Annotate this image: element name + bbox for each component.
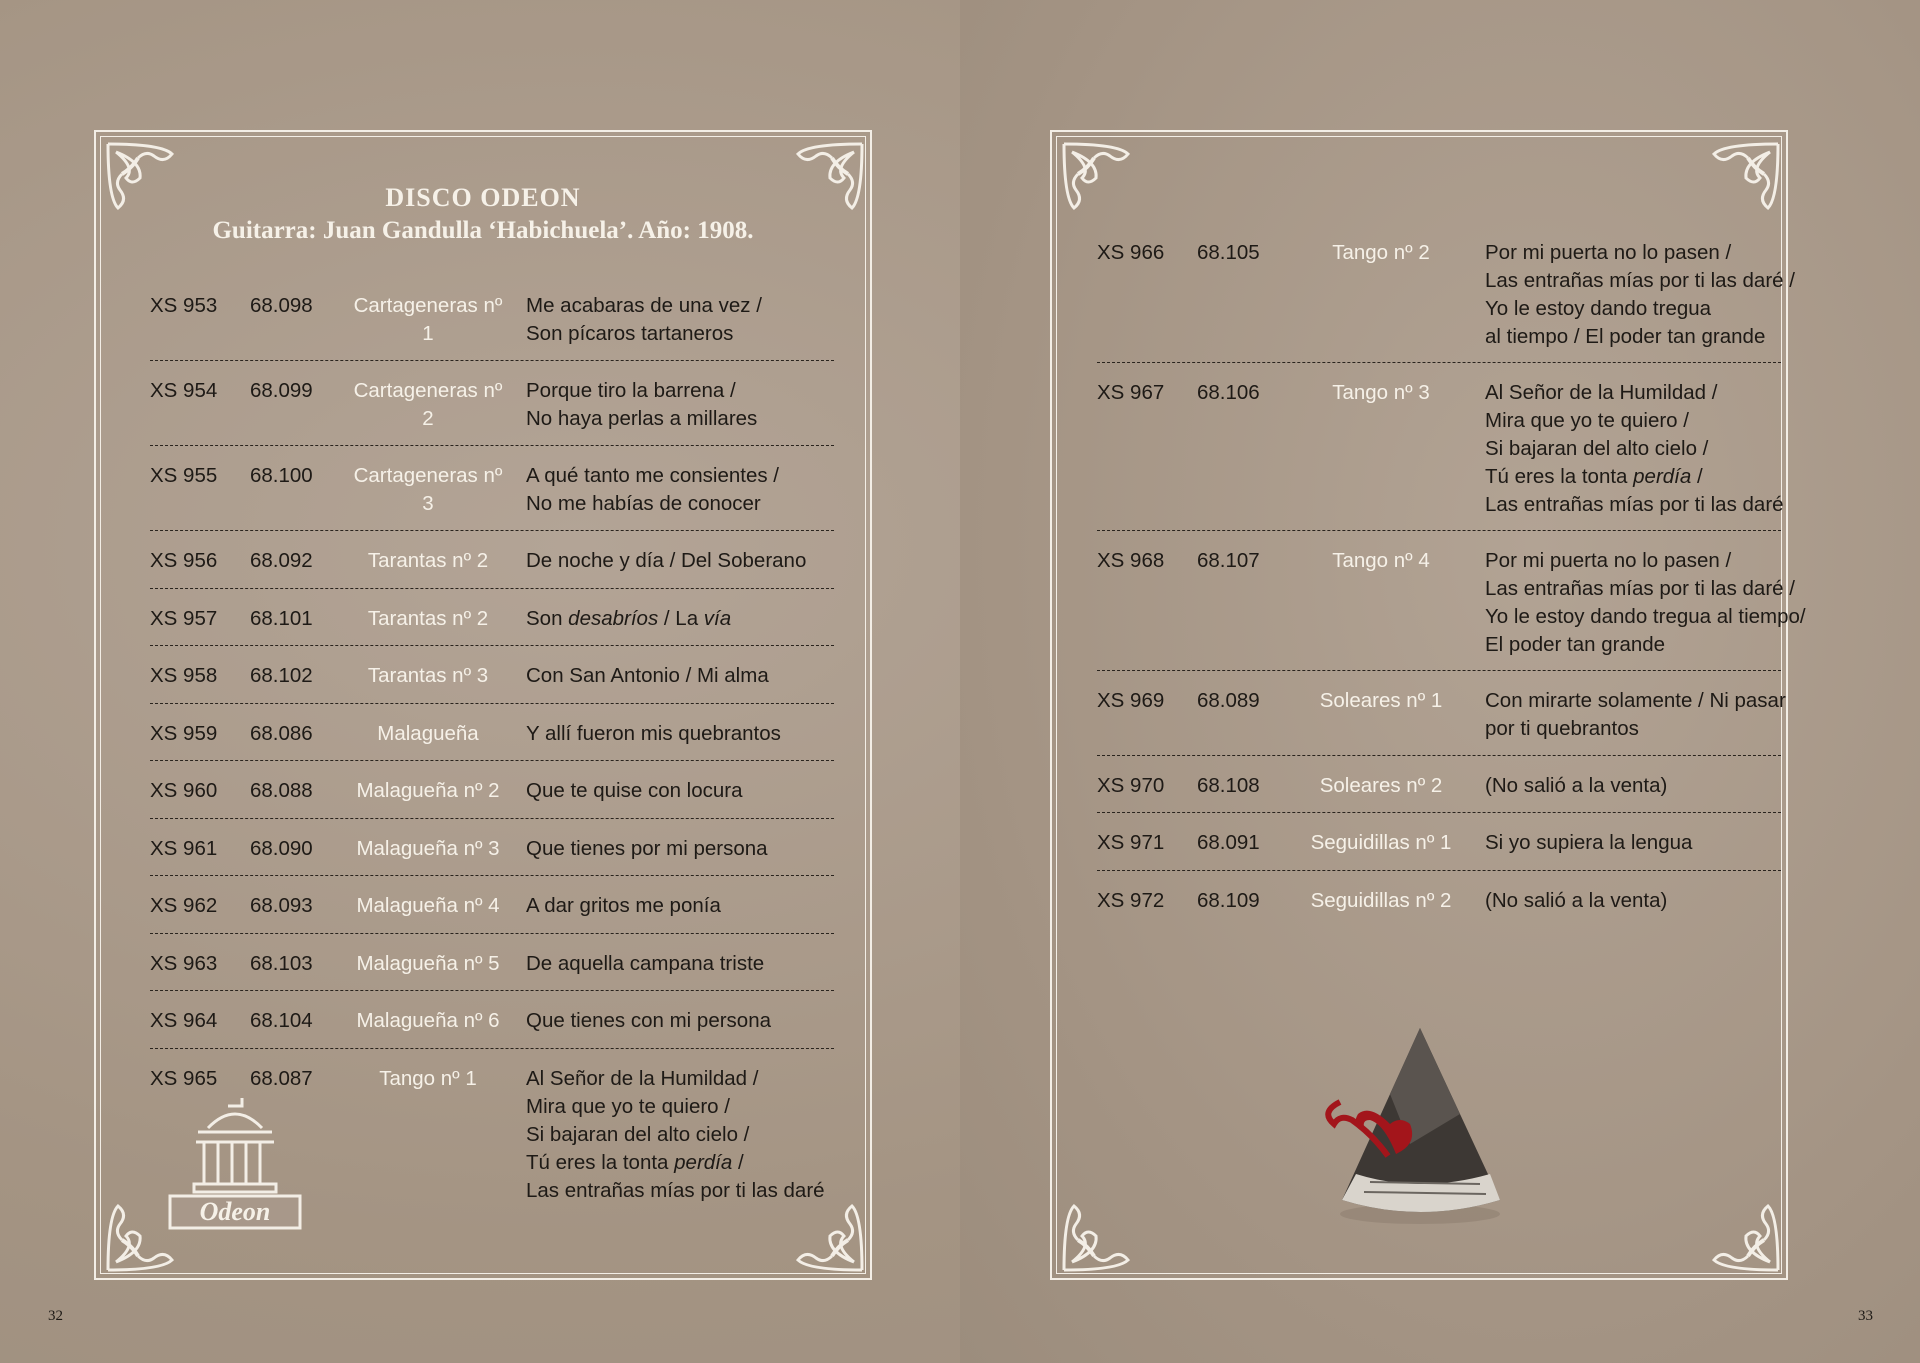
row-divider — [150, 703, 834, 704]
row-divider — [150, 990, 834, 991]
lyrics-line: Si yo supiera la lengua — [1485, 831, 1693, 854]
lyrics-line: Si bajaran del alto cielo / — [526, 1122, 750, 1146]
lyrics-line: Mira que yo te quiero / — [526, 1094, 730, 1118]
lyrics-excerpt — [1485, 887, 1805, 915]
song-title: Malagueña nº 2 — [356, 779, 500, 802]
lyrics-line: Tú eres la tonta perdía / — [1485, 465, 1703, 488]
song-title: Tango nº 4 — [1332, 548, 1430, 572]
matrix-number: 68.102 — [250, 664, 313, 687]
table-row — [150, 720, 816, 748]
lyrics-line: Las entrañas mías por ti las daré / — [1485, 269, 1795, 292]
song-title: Tango nº 3 — [1332, 381, 1430, 404]
paper-cone-illustration — [1300, 1024, 1520, 1224]
lyrics-excerpt — [526, 1065, 825, 1205]
song-title: Seguidillas nº 2 — [1310, 888, 1452, 912]
matrix-number: 68.100 — [250, 464, 313, 487]
lyrics-excerpt — [1485, 687, 1805, 743]
table-row — [150, 777, 816, 805]
lyrics-excerpt — [526, 462, 816, 518]
odeon-logo-text: Odeon — [199, 1197, 271, 1226]
lyrics-excerpt — [526, 720, 816, 748]
record-code: XS 970 — [1097, 773, 1165, 797]
lyrics-line: Yo le estoy dando tregua al tiempo/ — [1485, 604, 1806, 628]
table-row — [150, 950, 816, 978]
record-code: XS 958 — [150, 664, 218, 687]
lyrics-excerpt — [526, 377, 816, 433]
matrix-number: 68.109 — [1197, 888, 1260, 912]
table-row — [1097, 772, 1805, 800]
lyrics-line: (No salió a la venta) — [1485, 773, 1668, 797]
lyrics-line: Por mi puerta no lo pasen / — [1485, 241, 1732, 264]
song-title: Soleares nº 2 — [1319, 773, 1443, 797]
row-divider — [150, 445, 834, 446]
lyrics-excerpt — [1485, 379, 1805, 519]
matrix-number: 68.088 — [250, 779, 313, 802]
lyrics-excerpt — [1485, 829, 1805, 857]
table-row — [1097, 887, 1805, 915]
matrix-number: 68.092 — [250, 549, 313, 572]
matrix-number: 68.087 — [250, 1066, 313, 1090]
lyrics-line: Mira que yo te quiero / — [1485, 409, 1689, 432]
song-title: Tango nº 1 — [379, 1066, 477, 1090]
matrix-number: 68.099 — [250, 379, 313, 402]
record-code: XS 964 — [150, 1009, 218, 1032]
record-code: XS 959 — [150, 721, 218, 745]
right-page — [960, 0, 1920, 1363]
song-title: Seguidillas nº 1 — [1310, 831, 1452, 854]
lyrics-line: (No salió a la venta) — [1485, 888, 1668, 912]
page-number: 32 — [48, 1308, 63, 1324]
lyrics-line: A dar gritos me ponía — [526, 894, 721, 917]
song-title: Soleares nº 1 — [1319, 688, 1443, 712]
matrix-number: 68.105 — [1197, 241, 1260, 264]
row-divider — [1097, 812, 1781, 813]
corner-ornament-bottom-right — [788, 1196, 868, 1276]
matrix-number: 68.091 — [1197, 831, 1260, 854]
lyrics-line: Por mi puerta no lo pasen / — [1485, 548, 1732, 572]
table-row — [150, 292, 816, 348]
matrix-number: 68.106 — [1197, 381, 1260, 404]
lyrics-excerpt — [526, 547, 816, 575]
matrix-number: 68.089 — [1197, 688, 1260, 712]
lyrics-line: Que tienes con mi persona — [526, 1009, 771, 1032]
record-code: XS 966 — [1097, 241, 1165, 264]
song-title: Malagueña — [377, 721, 479, 745]
corner-ornament-bottom-right — [1704, 1196, 1784, 1276]
lyrics-line: No me habías de conocer — [526, 492, 761, 515]
row-divider — [150, 760, 834, 761]
lyrics-line: De noche y día / Del Soberano — [526, 549, 807, 572]
table-row — [150, 547, 816, 575]
matrix-number: 68.086 — [250, 721, 313, 745]
song-title: Cartageneras nº 1 — [353, 294, 503, 345]
lyrics-excerpt — [1485, 239, 1805, 351]
table-row — [1097, 829, 1805, 857]
lyrics-line: Tú eres la tonta perdía / — [526, 1150, 744, 1174]
record-code: XS 972 — [1097, 888, 1165, 912]
matrix-number: 68.101 — [250, 606, 313, 630]
table-row — [1097, 239, 1805, 351]
lyrics-excerpt — [526, 605, 816, 633]
table-row — [150, 892, 816, 920]
lyrics-line: Que te quise con locura — [526, 779, 743, 802]
lyrics-excerpt — [1485, 547, 1805, 659]
lyrics-excerpt — [526, 1007, 816, 1035]
lyrics-line: Las entrañas mías por ti las daré — [526, 1178, 825, 1202]
record-code: XS 953 — [150, 294, 218, 317]
song-title: Malagueña nº 5 — [356, 951, 500, 975]
lyrics-line: Que tienes por mi persona — [526, 836, 768, 860]
record-code: XS 961 — [150, 836, 218, 860]
song-title: Tango nº 2 — [1332, 241, 1430, 264]
lyrics-line: Al Señor de la Humildad / — [526, 1066, 759, 1090]
lyrics-excerpt — [526, 292, 816, 348]
matrix-number: 68.108 — [1197, 773, 1260, 797]
song-title: Malagueña nº 3 — [356, 836, 500, 860]
lyrics-line: por ti quebrantos — [1485, 716, 1639, 740]
row-divider — [1097, 755, 1781, 756]
lyrics-line: Con San Antonio / Mi alma — [526, 664, 769, 687]
matrix-number: 68.107 — [1197, 548, 1260, 572]
record-code: XS 971 — [1097, 831, 1165, 854]
row-divider — [150, 875, 834, 876]
lyrics-line: al tiempo / El poder tan grande — [1485, 325, 1766, 348]
matrix-number: 68.104 — [250, 1009, 313, 1032]
table-row — [150, 377, 816, 433]
table-row — [150, 662, 816, 690]
page-subheading: Guitarra: Juan Gandulla ‘Habichuela’. Año: 1908. — [212, 217, 754, 244]
song-title: Tarantas nº 2 — [367, 549, 489, 572]
matrix-number: 68.103 — [250, 951, 313, 975]
lyrics-line: A qué tanto me consientes / — [526, 464, 779, 487]
corner-ornament-top-left — [1058, 138, 1138, 218]
odeon-logo — [168, 1092, 302, 1232]
song-title: Tarantas nº 3 — [367, 664, 489, 687]
record-code: XS 965 — [150, 1066, 218, 1090]
table-row — [1097, 379, 1805, 519]
song-title: Malagueña nº 6 — [356, 1009, 500, 1032]
matrix-number: 68.098 — [250, 294, 313, 317]
lyrics-line: Y allí fueron mis quebrantos — [526, 721, 781, 745]
table-row — [1097, 687, 1805, 743]
record-code: XS 969 — [1097, 688, 1165, 712]
lyrics-line: Me acabaras de una vez / — [526, 294, 762, 317]
lyrics-line: El poder tan grande — [1485, 632, 1666, 656]
row-divider — [150, 1048, 834, 1049]
lyrics-excerpt — [526, 835, 816, 863]
record-code: XS 963 — [150, 951, 218, 975]
lyrics-line: Son desabríos / La vía — [526, 606, 732, 630]
lyrics-line: Con mirarte solamente / Ni pasar — [1485, 688, 1786, 712]
record-code: XS 954 — [150, 379, 218, 402]
corner-ornament-top-right — [1704, 138, 1784, 218]
lyrics-line: De aquella campana triste — [526, 951, 765, 975]
row-divider — [150, 645, 834, 646]
record-code: XS 955 — [150, 464, 218, 487]
row-divider — [150, 588, 834, 589]
lyrics-excerpt — [526, 777, 816, 805]
table-row — [1097, 547, 1805, 659]
song-title: Cartageneras nº 3 — [353, 464, 503, 515]
row-divider — [1097, 670, 1781, 671]
table-row — [150, 835, 816, 863]
lyrics-line: No haya perlas a millares — [526, 407, 758, 430]
row-divider — [150, 530, 834, 531]
lyrics-excerpt — [526, 950, 816, 978]
page-heading: DISCO ODEON — [385, 183, 581, 212]
row-divider — [150, 360, 834, 361]
record-code: XS 960 — [150, 779, 218, 802]
corner-ornament-bottom-left — [1058, 1196, 1138, 1276]
record-code: XS 967 — [1097, 381, 1165, 404]
lyrics-line: Yo le estoy dando tregua — [1485, 297, 1712, 320]
lyrics-line: Las entrañas mías por ti las daré / — [1485, 576, 1795, 600]
row-divider — [1097, 530, 1781, 531]
table-row — [150, 605, 816, 633]
matrix-number: 68.093 — [250, 894, 313, 917]
lyrics-line: Si bajaran del alto cielo / — [1485, 437, 1709, 460]
lyrics-line: Las entrañas mías por ti las daré — [1485, 493, 1784, 516]
page-number: 33 — [1858, 1308, 1873, 1324]
lyrics-line: Al Señor de la Humildad / — [1485, 381, 1718, 404]
song-title: Malagueña nº 4 — [356, 894, 500, 917]
song-title: Tarantas nº 2 — [367, 606, 489, 630]
record-code: XS 962 — [150, 894, 218, 917]
lyrics-line: Son pícaros tartaneros — [526, 322, 734, 345]
lyrics-excerpt — [526, 892, 816, 920]
record-code: XS 968 — [1097, 548, 1165, 572]
lyrics-excerpt — [1485, 772, 1805, 800]
matrix-number: 68.090 — [250, 836, 313, 860]
row-divider — [1097, 870, 1781, 871]
row-divider — [150, 933, 834, 934]
record-code: XS 956 — [150, 549, 218, 572]
table-row — [150, 462, 816, 518]
row-divider — [1097, 362, 1781, 363]
record-code: XS 957 — [150, 606, 218, 630]
song-title: Cartageneras nº 2 — [353, 379, 503, 430]
lyrics-line: Porque tiro la barrena / — [526, 379, 736, 402]
lyrics-excerpt — [526, 662, 816, 690]
table-row — [150, 1007, 816, 1035]
row-divider — [150, 818, 834, 819]
